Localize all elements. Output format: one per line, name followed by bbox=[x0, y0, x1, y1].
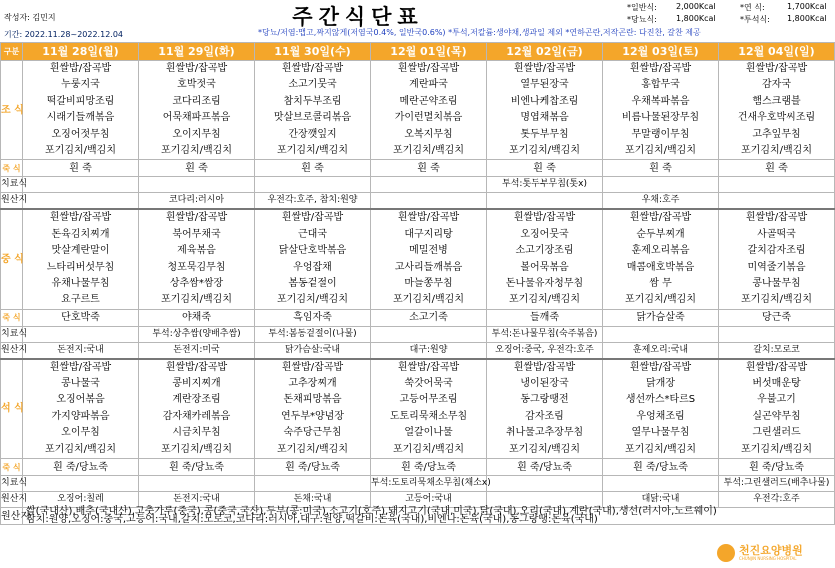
lunch-day-cell bbox=[719, 209, 835, 309]
porridge-cell: 흰 죽 bbox=[255, 160, 371, 177]
menu-dish: 포기김치/백김치 bbox=[277, 443, 348, 455]
menu-dish: 오징어뭇국 bbox=[520, 228, 569, 240]
menu-dish: 코다리조림 bbox=[172, 95, 221, 107]
kcal-value-soft: 1,700Kcal bbox=[787, 2, 827, 11]
day-header: 11월 28일(월) bbox=[23, 43, 139, 61]
menu-dish: 건새우호박씨조림 bbox=[737, 112, 816, 124]
menu-dish: 호박젓국 bbox=[177, 79, 216, 91]
menu-dish: 흰쌀밥/잡곡밥 bbox=[49, 63, 112, 74]
kcal-label-general: *일반식: bbox=[627, 3, 657, 12]
dinner-origin-label: 원산지 bbox=[1, 492, 23, 508]
menu-dish: 도토리묵채소무침 bbox=[389, 410, 468, 422]
menu-dish: 메밀전병 bbox=[409, 245, 448, 257]
menu-dish: 계란파국 bbox=[409, 79, 448, 91]
treatment-cell bbox=[23, 326, 139, 342]
menu-dish: 돈채피망볶음 bbox=[283, 394, 342, 406]
kcal-label-soft: *연 식: bbox=[740, 3, 765, 12]
menu-dish: 포기김치/백김치 bbox=[625, 443, 696, 455]
lunch-day-cell bbox=[255, 209, 371, 309]
menu-dish: 오징어볶음 bbox=[56, 394, 105, 406]
dinner-porridge-label: 죽 식 bbox=[1, 459, 23, 476]
menu-dish: 버섯매운탕 bbox=[752, 378, 801, 390]
origin-cell: 갈치:모로코 bbox=[719, 342, 835, 359]
menu-dish: 흰쌀밥/잡곡밥 bbox=[745, 361, 808, 373]
porridge-cell: 흰 죽/당뇨죽 bbox=[603, 459, 719, 476]
menu-dish: 포기김치/백김치 bbox=[393, 443, 464, 455]
menu-dish: 흰쌀밥/잡곡밥 bbox=[745, 63, 808, 74]
porridge-cell: 흰 죽/당뇨죽 bbox=[719, 459, 835, 476]
menu-dish: 닭살단호박볶음 bbox=[278, 245, 347, 257]
treatment-cell bbox=[23, 177, 139, 193]
menu-dish: 흰쌀밥/잡곡밥 bbox=[629, 361, 692, 373]
dinner-day-cell bbox=[139, 359, 255, 459]
menu-dish: 포기김치/백김치 bbox=[161, 144, 232, 156]
breakfast-day-cell bbox=[371, 61, 487, 160]
treatment-cell bbox=[603, 326, 719, 342]
treatment-cell bbox=[371, 177, 487, 193]
lunch-label: 중 식 bbox=[1, 209, 23, 309]
menu-dish: 감자조림 bbox=[525, 410, 564, 422]
lunch-origin-label: 원산지 bbox=[1, 342, 23, 359]
porridge-cell: 흰 죽 bbox=[603, 160, 719, 177]
menu-dish: 대구지리탕 bbox=[404, 228, 453, 240]
menu-dish: 북어무채국 bbox=[172, 228, 221, 240]
porridge-cell: 들깨죽 bbox=[487, 309, 603, 326]
menu-dish: 비름나물된장무침 bbox=[621, 112, 700, 124]
menu-dish: 순두부찌개 bbox=[636, 228, 685, 240]
menu-dish: 우엉채조림 bbox=[636, 410, 685, 422]
menu-dish: 오징어젓무침 bbox=[51, 128, 110, 140]
weekly-menu-table bbox=[0, 42, 835, 525]
menu-dish: 고등어무조림 bbox=[399, 394, 458, 406]
breakfast-treatment-row bbox=[1, 177, 835, 193]
breakfast-porridge-label: 죽 식 bbox=[1, 160, 23, 177]
menu-dish: 포기김치/백김치 bbox=[161, 294, 232, 306]
menu-dish: 취나물고추장무침 bbox=[505, 427, 584, 439]
menu-dish: 소고기장조림 bbox=[515, 245, 574, 257]
menu-dish: 흰쌀밥/잡곡밥 bbox=[629, 212, 692, 224]
dinner-dishes-row bbox=[1, 359, 835, 459]
menu-dish: 훈제오리볶음 bbox=[631, 245, 690, 257]
origin-cell: 대구:원양 bbox=[371, 342, 487, 359]
porridge-cell: 흰 죽 bbox=[23, 160, 139, 177]
origin-cell: 우전각:호주, 참치:원양 bbox=[255, 193, 371, 210]
menu-dish: 콩비지찌개 bbox=[172, 378, 221, 390]
menu-dish: 포기김치/백김치 bbox=[45, 144, 116, 156]
porridge-cell: 흑임자죽 bbox=[255, 309, 371, 326]
dinner-day-cell bbox=[603, 359, 719, 459]
origin-cell: 돈전지:국내 bbox=[139, 492, 255, 508]
menu-dish: 흰쌀밥/잡곡밥 bbox=[281, 361, 344, 373]
menu-dish: 생선까스*타르S bbox=[625, 394, 696, 406]
menu-dish: 닭개장 bbox=[646, 378, 675, 390]
origin-cell bbox=[371, 193, 487, 210]
menu-dish: 시금치무침 bbox=[172, 427, 221, 439]
lunch-porridge-row bbox=[1, 309, 835, 326]
menu-dish: 시래기들깨볶음 bbox=[46, 112, 115, 124]
menu-dish: 제육볶음 bbox=[177, 245, 216, 257]
menu-dish: 얼갈이나물 bbox=[404, 427, 453, 439]
menu-dish: 톳두부무침 bbox=[520, 128, 569, 140]
menu-dish: 흰쌀밥/잡곡밥 bbox=[49, 212, 112, 224]
menu-dish: 우채복파볶음 bbox=[631, 95, 690, 107]
dinner-treatment-label: 치료식 bbox=[1, 476, 23, 492]
day-header: 12월 03일(토) bbox=[603, 43, 719, 61]
breakfast-day-cell bbox=[719, 61, 835, 160]
treatment-cell bbox=[603, 476, 719, 492]
footer-origin-line: 쌀(국내산),배추(국내산),고춧가루(중국),콩(중국,국산),두부(콩:미국),소고기(호주),돼지고기(국내,미국),닭(국내),오리(국내),계란(국내),생선(러시아,노르웨이) bbox=[26, 506, 717, 518]
footer-origin-line: 참치:원양,오징어:중국,고등어:국내,갈치:모로코,코다리:러시아,대구:원양,떡갈비:돈육(국내),비엔나:돈육(국내),동그랑땡:돈육(국내) bbox=[26, 514, 598, 526]
footer-origin-cell bbox=[23, 508, 835, 525]
dinner-label: 석 식 bbox=[1, 359, 23, 459]
treatment-cell: 투석:상추쌈(양배추쌈) bbox=[139, 326, 255, 342]
menu-dish: 매콤애호박볶음 bbox=[626, 261, 695, 273]
lunch-day-cell bbox=[371, 209, 487, 309]
menu-dish: 가지양파볶음 bbox=[51, 410, 110, 422]
breakfast-day-cell bbox=[487, 61, 603, 160]
menu-dish: 감자채카레볶음 bbox=[162, 410, 231, 422]
menu-dish: 오이지무침 bbox=[172, 128, 221, 140]
day-header: 12월 04일(일) bbox=[719, 43, 835, 61]
menu-dish: 숙주당근무침 bbox=[283, 427, 342, 439]
porridge-cell: 흰 죽/당뇨죽 bbox=[371, 459, 487, 476]
author-text: 작성자: 김민지 bbox=[4, 13, 56, 22]
menu-dish: 참치두부조림 bbox=[283, 95, 342, 107]
treatment-cell: 투석:톳두부무침(톳x) bbox=[487, 177, 603, 193]
menu-dish: 흰쌀밥/잡곡밥 bbox=[513, 212, 576, 224]
menu-dish: 포기김치/백김치 bbox=[625, 294, 696, 306]
lunch-origin-row bbox=[1, 342, 835, 359]
menu-dish: 포기김치/백김치 bbox=[509, 443, 580, 455]
porridge-cell: 흰 죽/당뇨죽 bbox=[23, 459, 139, 476]
menu-dish: 실곤약무침 bbox=[752, 410, 801, 422]
breakfast-porridge-row bbox=[1, 160, 835, 177]
menu-dish: 계란장조림 bbox=[172, 394, 221, 406]
dinner-porridge-row bbox=[1, 459, 835, 476]
origin-cell: 돈전지:국내 bbox=[23, 342, 139, 359]
porridge-cell: 흰 죽 bbox=[487, 160, 603, 177]
menu-dish: 흰쌀밥/잡곡밥 bbox=[513, 63, 576, 74]
treatment-cell bbox=[719, 177, 835, 193]
lunch-treatment-row bbox=[1, 326, 835, 342]
menu-dish: 흰쌀밥/잡곡밥 bbox=[165, 361, 228, 373]
dinner-day-cell bbox=[23, 359, 139, 459]
treatment-cell bbox=[603, 177, 719, 193]
header bbox=[0, 0, 835, 44]
porridge-cell: 흰 죽/당뇨죽 bbox=[255, 459, 371, 476]
treatment-cell bbox=[139, 177, 255, 193]
menu-dish: 소고기뭇국 bbox=[288, 79, 337, 91]
menu-dish: 고사리들깨볶음 bbox=[394, 261, 463, 273]
menu-dish: 포기김치/백김치 bbox=[741, 294, 812, 306]
treatment-cell: 투석:그린샐러드(배추나물) bbox=[719, 476, 835, 492]
menu-dish: 간장깻잎지 bbox=[288, 128, 337, 140]
origin-cell: 오징어:중국, 우전각:호주 bbox=[487, 342, 603, 359]
lunch-day-cell bbox=[487, 209, 603, 309]
menu-dish: 콩나물무침 bbox=[752, 277, 801, 289]
origin-cell: 돈전지:미국 bbox=[139, 342, 255, 359]
menu-dish: 오이무침 bbox=[61, 427, 100, 439]
porridge-cell: 흰 죽 bbox=[719, 160, 835, 177]
menu-dish: 포기김치/백김치 bbox=[393, 144, 464, 156]
kcal-label-dialysis: *투석식: bbox=[740, 15, 770, 24]
menu-dish: 포기김치/백김치 bbox=[741, 443, 812, 455]
menu-dish: 흰쌀밥/잡곡밥 bbox=[397, 361, 460, 373]
porridge-cell: 당근죽 bbox=[719, 309, 835, 326]
kcal-value-diabetes: 1,800Kcal bbox=[676, 14, 716, 23]
period-text: 기간: 2022.11.28~2022.12.04 bbox=[4, 30, 124, 39]
footer-origin-label: 원산지 bbox=[1, 508, 23, 525]
menu-dish: 메란곤약조림 bbox=[399, 95, 458, 107]
menu-dish: 포기김치/백김치 bbox=[509, 294, 580, 306]
origin-cell bbox=[719, 193, 835, 210]
menu-dish: 콩나물국 bbox=[61, 378, 100, 390]
hospital-name: 천진요양병원 bbox=[739, 544, 803, 557]
menu-dish: 쑥갓어묵국 bbox=[404, 378, 453, 390]
menu-dish: 흰쌀밥/잡곡밥 bbox=[629, 63, 692, 74]
menu-dish: 흰쌀밥/잡곡밥 bbox=[165, 63, 228, 74]
dinner-treatment-row bbox=[1, 476, 835, 492]
treatment-cell bbox=[719, 326, 835, 342]
menu-dish: 청포묵김무침 bbox=[167, 261, 226, 273]
menu-dish: 흰쌀밥/잡곡밥 bbox=[397, 63, 460, 74]
menu-dish: 흰쌀밥/잡곡밥 bbox=[281, 63, 344, 74]
kcal-value-general: 2,000Kcal bbox=[676, 2, 716, 11]
treatment-cell: 투석:봄동겉절이(나물) bbox=[255, 326, 371, 342]
menu-dish: 고추장찌개 bbox=[288, 378, 337, 390]
menu-dish: 미역줄기볶음 bbox=[747, 261, 806, 273]
hospital-name-english: CHUNJIN NURSING HOSPITAL bbox=[739, 556, 797, 561]
origin-cell: 훈제오리:국내 bbox=[603, 342, 719, 359]
menu-dish: 쌈 무 bbox=[649, 277, 672, 289]
treatment-cell bbox=[371, 326, 487, 342]
menu-dish: 우엉잡채 bbox=[293, 261, 332, 273]
menu-dish: 봄동겉절이 bbox=[288, 277, 337, 289]
menu-dish: 맛살계란말이 bbox=[51, 245, 110, 257]
treatment-cell bbox=[487, 476, 603, 492]
menu-dish: 유채나물무침 bbox=[51, 277, 110, 289]
origin-cell bbox=[487, 193, 603, 210]
menu-dish: 열무나물무침 bbox=[631, 427, 690, 439]
lunch-treatment-label: 치료식 bbox=[1, 326, 23, 342]
hospital-logo bbox=[717, 542, 829, 564]
menu-dish: 사골떡국 bbox=[757, 228, 796, 240]
footer-origin-row bbox=[1, 508, 835, 525]
menu-dish: 돈육김치찌개 bbox=[51, 228, 110, 240]
menu-dish: 포기김치/백김치 bbox=[741, 144, 812, 156]
menu-dish: 포기김치/백김치 bbox=[45, 443, 116, 455]
day-header: 12월 02일(금) bbox=[487, 43, 603, 61]
porridge-cell: 야채죽 bbox=[139, 309, 255, 326]
breakfast-dishes-row bbox=[1, 61, 835, 160]
dinner-day-cell bbox=[255, 359, 371, 459]
category-header: 구분 bbox=[1, 43, 23, 61]
porridge-cell: 닭가슴살죽 bbox=[603, 309, 719, 326]
breakfast-day-cell bbox=[255, 61, 371, 160]
origin-cell: 오징어:칠레 bbox=[23, 492, 139, 508]
menu-dish: 홍합무국 bbox=[641, 79, 680, 91]
origin-cell: 우전각:호주 bbox=[719, 492, 835, 508]
origin-cell: 닭가슴살:국내 bbox=[255, 342, 371, 359]
menu-dish: 누룽지국 bbox=[61, 79, 100, 91]
menu-dish: 흰쌀밥/잡곡밥 bbox=[513, 361, 576, 373]
breakfast-label: 조 식 bbox=[1, 61, 23, 160]
menu-dish: 흰쌀밥/잡곡밥 bbox=[281, 212, 344, 224]
breakfast-day-cell bbox=[23, 61, 139, 160]
origin-cell bbox=[23, 193, 139, 210]
menu-dish: 명엽채볶음 bbox=[520, 112, 569, 124]
treatment-cell: 투석:도토리묵채소무침(채소x) bbox=[371, 476, 487, 492]
breakfast-day-cell bbox=[139, 61, 255, 160]
porridge-cell: 흰 죽/당뇨죽 bbox=[139, 459, 255, 476]
menu-dish: 어묵채파프볶음 bbox=[162, 112, 231, 124]
menu-dish: 돈나물유자청무침 bbox=[505, 277, 584, 289]
menu-dish: 무말랭이무침 bbox=[631, 128, 690, 140]
menu-dish: 요구르트 bbox=[61, 294, 100, 306]
treatment-cell bbox=[139, 476, 255, 492]
breakfast-day-cell bbox=[603, 61, 719, 160]
menu-dish: 떡갈비피망조림 bbox=[46, 95, 115, 107]
menu-dish: 포기김치/백김치 bbox=[277, 144, 348, 156]
kcal-value-dialysis: 1,800Kcal bbox=[787, 14, 827, 23]
menu-dish: 포기김치/백김치 bbox=[277, 294, 348, 306]
menu-dish: 볼어묵볶음 bbox=[520, 261, 569, 273]
menu-dish: 냉이된장국 bbox=[520, 378, 569, 390]
lunch-day-cell bbox=[139, 209, 255, 309]
dinner-day-cell bbox=[371, 359, 487, 459]
porridge-cell: 흰 죽 bbox=[139, 160, 255, 177]
menu-dish: 느타리버섯무침 bbox=[46, 261, 115, 273]
origin-cell: 돈채:국내 bbox=[255, 492, 371, 508]
origin-cell: 우채:호주 bbox=[603, 193, 719, 210]
lunch-day-cell bbox=[603, 209, 719, 309]
porridge-cell: 흰 죽/당뇨죽 bbox=[487, 459, 603, 476]
menu-dish: 근대국 bbox=[298, 228, 327, 240]
origin-cell: 대닭:국내 bbox=[603, 492, 719, 508]
breakfast-origin-row bbox=[1, 193, 835, 210]
porridge-cell: 흰 죽 bbox=[371, 160, 487, 177]
menu-dish: 흰쌀밥/잡곡밥 bbox=[165, 212, 228, 224]
menu-dish: 맛살브로콜리볶음 bbox=[273, 112, 352, 124]
lunch-dishes-row bbox=[1, 209, 835, 309]
treatment-cell bbox=[23, 476, 139, 492]
menu-dish: 가이런멸치볶음 bbox=[394, 112, 463, 124]
page-title: 주간식단표 bbox=[292, 5, 424, 29]
treatment-cell bbox=[255, 177, 371, 193]
menu-dish: 상추쌈*쌈장 bbox=[169, 277, 224, 289]
treatment-cell: 투석:돈나물무침(숙주볶음) bbox=[487, 326, 603, 342]
porridge-cell: 단호박죽 bbox=[23, 309, 139, 326]
menu-dish: 포기김치/백김치 bbox=[625, 144, 696, 156]
menu-dish: 포기김치/백김치 bbox=[393, 294, 464, 306]
menu-dish: 열무된장국 bbox=[520, 79, 569, 91]
menu-dish: 오복지무침 bbox=[404, 128, 453, 140]
dinner-day-cell bbox=[487, 359, 603, 459]
menu-dish: 갈치감자조림 bbox=[747, 245, 806, 257]
menu-dish: 비엔나케찹조림 bbox=[510, 95, 579, 107]
menu-dish: 동그랑땡전 bbox=[520, 394, 569, 406]
day-header: 11월 29일(화) bbox=[139, 43, 255, 61]
kcal-label-diabetes: *당뇨식: bbox=[627, 15, 657, 24]
menu-dish: 그린샐러드 bbox=[752, 427, 801, 439]
dinner-day-cell bbox=[719, 359, 835, 459]
menu-dish: 흰쌀밥/잡곡밥 bbox=[397, 212, 460, 224]
menu-dish: 마늘쫑무침 bbox=[404, 277, 453, 289]
menu-dish: 포기김치/백김치 bbox=[509, 144, 580, 156]
diet-notice: *당뇨/저염:맵고,짜지않게(저염국0.4%, 일반국0.6%) *투석,저칼륨:생야채,생과일 제외 *연하곤란,저작곤란: 다진찬, 갈찬 제공 bbox=[258, 28, 701, 37]
menu-dish: 연두부*양념장 bbox=[281, 410, 344, 422]
breakfast-origin-label: 원산지 bbox=[1, 193, 23, 210]
lunch-porridge-label: 죽 식 bbox=[1, 309, 23, 326]
lunch-day-cell bbox=[23, 209, 139, 309]
day-header: 12월 01일(목) bbox=[371, 43, 487, 61]
origin-cell: 고등어:국내 bbox=[371, 492, 487, 508]
breakfast-treatment-label: 치료식 bbox=[1, 177, 23, 193]
menu-dish: 감자국 bbox=[762, 79, 791, 91]
treatment-cell bbox=[255, 476, 371, 492]
menu-dish: 흰쌀밥/잡곡밥 bbox=[49, 361, 112, 373]
menu-dish: 우불고기 bbox=[757, 394, 796, 406]
hospital-emblem-icon bbox=[717, 544, 735, 562]
porridge-cell: 소고기죽 bbox=[371, 309, 487, 326]
day-header-row bbox=[1, 43, 835, 61]
menu-dish: 흰쌀밥/잡곡밥 bbox=[745, 212, 808, 224]
origin-cell: 코다리:러시아 bbox=[139, 193, 255, 210]
day-header: 11월 30일(수) bbox=[255, 43, 371, 61]
menu-dish: 고추잎무침 bbox=[752, 128, 801, 140]
menu-dish: 포기김치/백김치 bbox=[161, 443, 232, 455]
menu-dish: 햄스크램블 bbox=[752, 95, 801, 107]
